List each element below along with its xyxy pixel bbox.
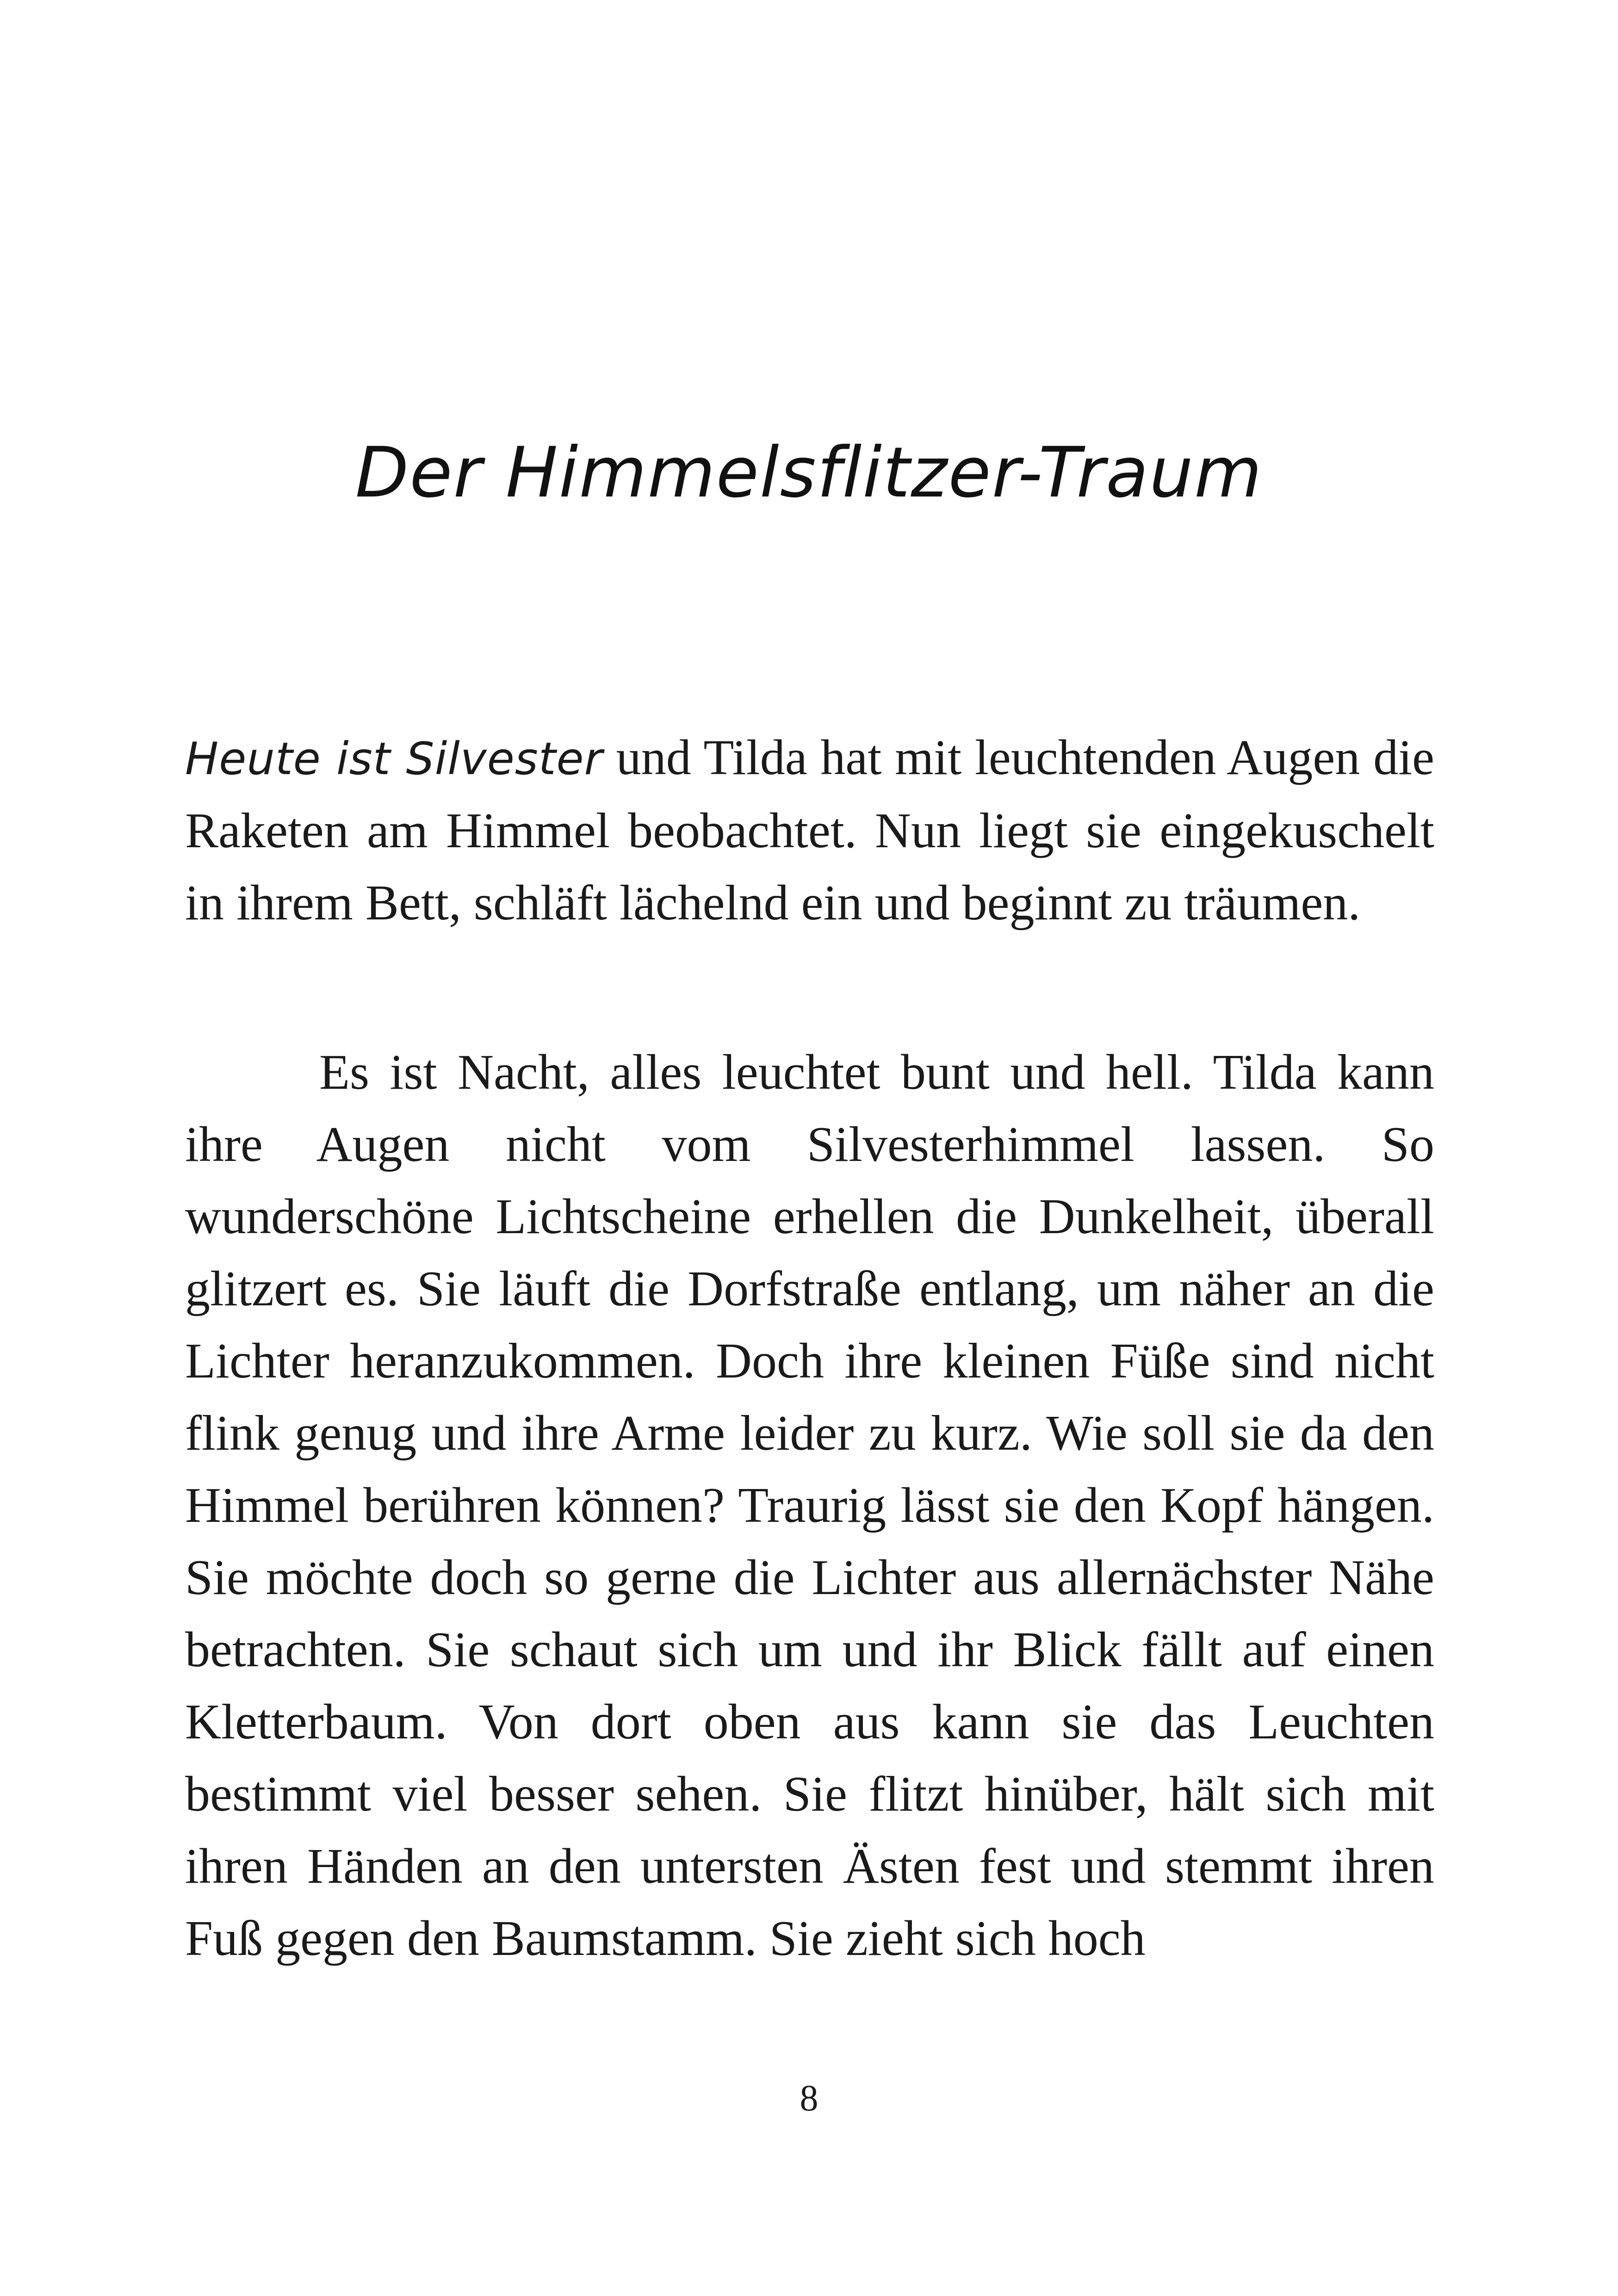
page-number: 8 <box>800 2078 818 2119</box>
paragraph-2-text: Es ist Nacht, alles leuchtet bunt und hell. Tilda kann ihre Augen nicht vom Silvesterhimmel lassen. So wunderschöne Lichtscheine erhellen die Dunkelheit, überall glitzert es. Sie läuft die Dorfstraße entlang, um näher an die Lichter heranzukommen. Doch ihre kleinen Füße sind nicht flink genug und ihre Arme leider zu kurz. Wie soll sie da den Himmel berühren können? Traurig lässt sie den Kopf hängen. Sie möchte doch so gerne die Lichter aus allernächster Nähe betrachten. Sie schaut sich um und ihr Blick fällt auf einen Kletterbaum. Von dort oben aus kann sie das Leuchten bestimmt viel besser sehen. Sie flitzt hinüber, hält sich mit ihren Händen an den untersten Ästen fest und stemmt ihren Fuß gegen den Baumstamm. Sie zieht sich hoch <box>185 1045 1434 1966</box>
paragraph-2 <box>185 1036 1434 1975</box>
paragraph-1-text: und Tilda hat mit leuchtenden Augen die Raketen am Himmel beobachtet. Nun liegt sie eingekuschelt in ihrem Bett, schläft lächelnd ein und beginnt zu träumen. <box>185 730 1435 931</box>
chapter-title: Der Himmelsflitzer-Traum <box>355 433 1263 513</box>
paragraph-1 <box>185 722 1434 939</box>
paragraph-lead-in: Heute ist Silvester <box>185 733 603 785</box>
